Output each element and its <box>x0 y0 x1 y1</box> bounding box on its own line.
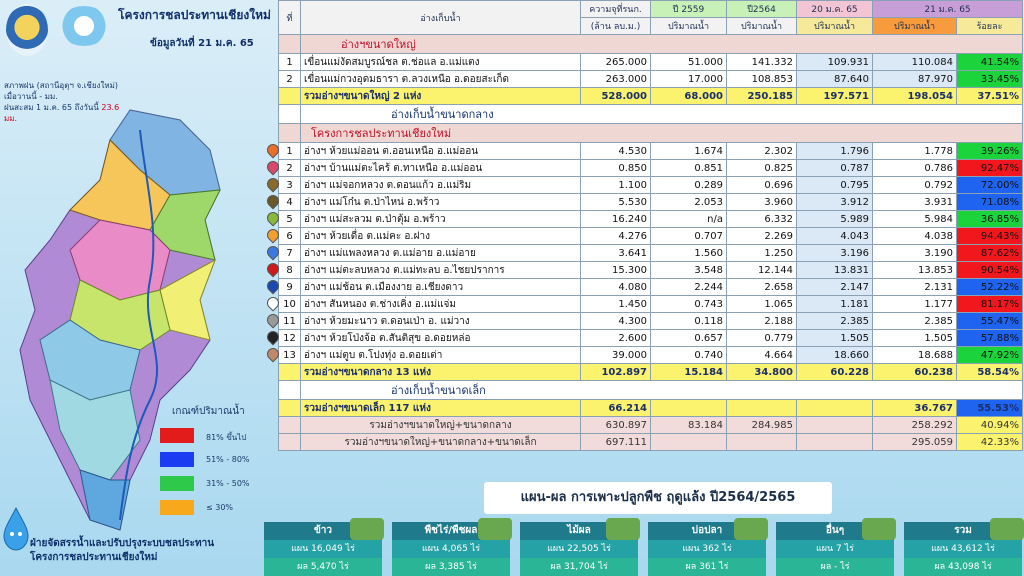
legend-label-1: 81% ขึ้นไป <box>206 433 247 442</box>
vol-date1-value: 4.043 <box>797 228 873 245</box>
reservoir-name: อ่างฯ แม่ช้อน ต.เมืองงาย อ.เชียงดาว <box>301 279 581 296</box>
vol-date1-value: 18.660 <box>797 347 873 364</box>
rid-logo <box>6 4 48 56</box>
reservoir-name: อ่างฯ ห้วยเดื่อ ต.แม่คะ อ.ฝาง <box>301 228 581 245</box>
header <box>0 0 278 60</box>
total-label: รวมอ่างฯขนาดกลาง 13 แห่ง <box>301 364 581 381</box>
vol-2564-value: 3.960 <box>727 194 797 211</box>
vol-date2-value: 13.853 <box>873 262 957 279</box>
vol-date2-value: 3.931 <box>873 194 957 211</box>
total-2559: 15.184 <box>651 364 727 381</box>
left-panel <box>0 0 278 576</box>
anniversary-logo <box>58 6 110 46</box>
crop-result: ผล 43,098 ไร่ <box>904 558 1022 576</box>
vol-date2-value: 110.084 <box>873 54 957 71</box>
vol-date2-value: 1.505 <box>873 330 957 347</box>
grand-total-row <box>279 434 1023 451</box>
grand-total-row <box>279 417 1023 434</box>
capacity-value: 2.600 <box>581 330 651 347</box>
capacity-value: 0.850 <box>581 160 651 177</box>
vol-date2-value: 2.131 <box>873 279 957 296</box>
crop-plan: แผน 362 ไร่ <box>648 540 766 558</box>
reservoir-name: อ่างฯ แม่ตะลบหลวง ต.แม่ทะลบ อ.ไชยปราการ <box>301 262 581 279</box>
grand-total-date2: 295.059 <box>873 434 957 451</box>
capacity-value: 4.276 <box>581 228 651 245</box>
vol-2564-value: 0.825 <box>727 160 797 177</box>
col-header-name: อ่างเก็บน้ำ <box>301 1 581 35</box>
footer-line-1: ฝ่ายจัดสรรน้ำและปรับปรุงระบบชลประทาน <box>30 538 215 549</box>
col-header-vol-date2: ปริมาณน้ำ <box>873 18 957 35</box>
vol-date1-value: 5.989 <box>797 211 873 228</box>
legend-swatch-green <box>160 476 194 491</box>
table-row <box>279 330 1023 347</box>
crop-plan: แผน 22,505 ไร่ <box>520 540 638 558</box>
large-total-row <box>279 88 1023 105</box>
reservoir-name: เขื่อนแม่งัดสมบูรณ์ชล ต.ช่อแล อ.แม่แตง <box>301 54 581 71</box>
reservoir-name: อ่างฯ แม่ตูบ ต.โปงทุ่ง อ.ดอยเต่า <box>301 347 581 364</box>
table-row <box>279 177 1023 194</box>
capacity-value: 3.641 <box>581 245 651 262</box>
percent-value: 72.00% <box>957 177 1023 194</box>
total-percent: 58.54% <box>957 364 1023 381</box>
crop-name: ไม้ผล <box>520 522 638 540</box>
crop-name: รวม <box>904 522 1022 540</box>
crop-picture-icon <box>350 518 384 540</box>
table-row <box>279 54 1023 71</box>
crop-card-3 <box>648 522 766 576</box>
table-row <box>279 296 1023 313</box>
crop-name: พืชไร่/พืชผล <box>392 522 510 540</box>
crop-name: อื่นๆ <box>776 522 894 540</box>
crop-name: ข้าว <box>264 522 382 540</box>
legend-swatch-orange <box>160 500 194 515</box>
vol-2559-value: 1.560 <box>651 245 727 262</box>
vol-date1-value: 3.196 <box>797 245 873 262</box>
percent-value: 90.54% <box>957 262 1023 279</box>
section-medium-project: โครงการชลประทานเชียงใหม่ <box>301 124 1023 143</box>
section-medium: อ่างเก็บน้ำขนาดกลาง <box>301 105 1023 124</box>
crop-picture-icon <box>478 518 512 540</box>
reservoir-name: อ่างฯ บ้านแม่ตะไคร้ ต.ทาเหนือ อ.แม่ออน <box>301 160 581 177</box>
vol-date2-value: 1.778 <box>873 143 957 160</box>
crop-plan: แผน 43,612 ไร่ <box>904 540 1022 558</box>
total-capacity: 102.897 <box>581 364 651 381</box>
row-number: 12 <box>279 330 301 347</box>
vol-date1-value: 0.787 <box>797 160 873 177</box>
grand-total-capacity: 697.111 <box>581 434 651 451</box>
data-date: ข้อมูลวันที่ 21 ม.ค. 65 <box>150 38 254 49</box>
reservoir-name: อ่างฯ ห้วยโป่งจ้อ ต.สันติสุข อ.ดอยหล่อ <box>301 330 581 347</box>
table-row <box>279 313 1023 330</box>
reservoir-name: อ่างฯ แม่แพลงหลวง ต.แม่อาย อ.แม่อาย <box>301 245 581 262</box>
total-2559 <box>651 400 727 417</box>
vol-date2-value: 18.688 <box>873 347 957 364</box>
row-number: 3 <box>279 177 301 194</box>
percent-value: 52.22% <box>957 279 1023 296</box>
vol-date1-value: 3.912 <box>797 194 873 211</box>
vol-2559-value: 17.000 <box>651 71 727 88</box>
table-row <box>279 211 1023 228</box>
crop-plan: แผน 7 ไร่ <box>776 540 894 558</box>
crop-result: ผล - ไร่ <box>776 558 894 576</box>
vol-date2-value: 87.970 <box>873 71 957 88</box>
col-header-capacity: ความจุที่รนก. <box>581 1 651 18</box>
legend-title: เกณฑ์ปริมาณน้ำ <box>172 406 245 417</box>
section-small: อ่างเก็บน้ำขนาดเล็ก <box>301 381 1023 400</box>
percent-value: 81.17% <box>957 296 1023 313</box>
footer-line-2: โครงการชลประทานเชียงใหม่ <box>30 552 158 563</box>
vol-2564-value: 141.332 <box>727 54 797 71</box>
total-label: รวมอ่างฯขนาดเล็ก 117 แห่ง <box>301 400 581 417</box>
rainfall-station: สภาพฝน (สถานีอุตุฯ จ.เชียงใหม่) <box>4 81 119 90</box>
vol-2564-value: 4.664 <box>727 347 797 364</box>
grand-total-2564 <box>727 434 797 451</box>
table-header-row-1 <box>279 1 1023 18</box>
vol-date1-value: 1.796 <box>797 143 873 160</box>
percent-value: 33.45% <box>957 71 1023 88</box>
col-header-no: ที่ <box>279 1 301 35</box>
reservoir-name: อ่างฯ ห้วยมะนาว ต.ดอนเป่า อ. แม่วาง <box>301 313 581 330</box>
crop-picture-icon <box>862 518 896 540</box>
crop-picture-icon <box>606 518 640 540</box>
total-date2: 36.767 <box>873 400 957 417</box>
col-header-vol-2559: ปริมาณน้ำ <box>651 18 727 35</box>
crop-card-4 <box>776 522 894 576</box>
table-row <box>279 279 1023 296</box>
table-row <box>279 194 1023 211</box>
table-row <box>279 143 1023 160</box>
row-number: 8 <box>279 262 301 279</box>
grand-total-percent: 42.33% <box>957 434 1023 451</box>
vol-2559-value: n/a <box>651 211 727 228</box>
vol-2559-value: 0.289 <box>651 177 727 194</box>
reservoir-name: อ่างฯ แม่โก๋น ต.ป่าไหน่ อ.พร้าว <box>301 194 581 211</box>
table-row <box>279 228 1023 245</box>
col-header-percent: ร้อยละ <box>957 18 1023 35</box>
col-header-capacity-unit: (ล้าน ลบ.ม.) <box>581 18 651 35</box>
legend-label-3: 31% - 50% <box>206 479 250 488</box>
percent-value: 41.54% <box>957 54 1023 71</box>
row-number: 4 <box>279 194 301 211</box>
vol-2559-value: 0.118 <box>651 313 727 330</box>
crop-name: บ่อปลา <box>648 522 766 540</box>
vol-2564-value: 12.144 <box>727 262 797 279</box>
col-header-vol-date1: ปริมาณน้ำ <box>797 18 873 35</box>
table-row <box>279 347 1023 364</box>
vol-2564-value: 6.332 <box>727 211 797 228</box>
total-date1: 60.228 <box>797 364 873 381</box>
page-title: โครงการชลประทานเชียงใหม่ <box>118 8 271 22</box>
vol-2559-value: 0.707 <box>651 228 727 245</box>
table-row <box>279 245 1023 262</box>
crop-plan: แผน 4,065 ไร่ <box>392 540 510 558</box>
grand-total-2564: 284.985 <box>727 417 797 434</box>
row-number: 2 <box>279 71 301 88</box>
vol-2559-value: 0.743 <box>651 296 727 313</box>
section-large: อ่างฯขนาดใหญ่ <box>301 35 1023 54</box>
crop-result: ผล 5,470 ไร่ <box>264 558 382 576</box>
reservoir-name: อ่างฯ แม่สะลวม ต.ป่าตุ้ม อ.พร้าว <box>301 211 581 228</box>
total-label: รวมอ่างฯขนาดใหญ่ 2 แห่ง <box>301 88 581 105</box>
vol-2564-value: 2.302 <box>727 143 797 160</box>
legend-swatch-blue <box>160 452 194 467</box>
rainfall-yesterday: เมื่อวานนี้ - มม. <box>4 92 58 101</box>
vol-2559-value: 2.053 <box>651 194 727 211</box>
vol-date1-value: 13.831 <box>797 262 873 279</box>
capacity-value: 39.000 <box>581 347 651 364</box>
row-number: 10 <box>279 296 301 313</box>
crop-card-5 <box>904 522 1022 576</box>
percent-value: 55.47% <box>957 313 1023 330</box>
grand-total-percent: 40.94% <box>957 417 1023 434</box>
vol-2564-value: 108.853 <box>727 71 797 88</box>
capacity-value: 4.080 <box>581 279 651 296</box>
total-date1 <box>797 400 873 417</box>
total-2564: 250.185 <box>727 88 797 105</box>
footer-department <box>30 537 280 565</box>
crop-picture-icon <box>990 518 1024 540</box>
vol-date1-value: 1.505 <box>797 330 873 347</box>
crop-card-2 <box>520 522 638 576</box>
row-number: 2 <box>279 160 301 177</box>
capacity-value: 4.300 <box>581 313 651 330</box>
reservoir-name: อ่างฯ สันหนอง ต.ช่างเคิ่ง อ.แม่แจ่ม <box>301 296 581 313</box>
vol-2559-value: 51.000 <box>651 54 727 71</box>
total-2564 <box>727 400 797 417</box>
row-number: 1 <box>279 143 301 160</box>
reservoir-name: อ่างฯ แม่จอกหลวง ต.ดอนแก้ว อ.แม่ริม <box>301 177 581 194</box>
total-2564: 34.800 <box>727 364 797 381</box>
legend-label-2: 51% - 80% <box>206 455 250 464</box>
grand-total-date2: 258.292 <box>873 417 957 434</box>
rainfall-accumulated: ฝนสะสม 1 ม.ค. 65 ถึงวันนี้ 23.6 มม. <box>4 103 120 123</box>
crop-plan: แผน 16,049 ไร่ <box>264 540 382 558</box>
col-header-vol-2564: ปริมาณน้ำ <box>727 18 797 35</box>
table-row <box>279 160 1023 177</box>
grand-total-2559 <box>651 434 727 451</box>
crop-plan-title: แผน-ผล การเพาะปลูกพืช ฤดูแล้ง ปี2564/2565 <box>484 482 832 514</box>
vol-date1-value: 2.385 <box>797 313 873 330</box>
province-map <box>10 100 270 540</box>
total-capacity: 66.214 <box>581 400 651 417</box>
vol-2559-value: 2.244 <box>651 279 727 296</box>
percent-value: 92.47% <box>957 160 1023 177</box>
grand-total-2559: 83.184 <box>651 417 727 434</box>
vol-2559-value: 0.851 <box>651 160 727 177</box>
grand-total-capacity: 630.897 <box>581 417 651 434</box>
medium-total-row <box>279 364 1023 381</box>
capacity-value: 5.530 <box>581 194 651 211</box>
vol-2564-value: 2.188 <box>727 313 797 330</box>
crop-result: ผล 361 ไร่ <box>648 558 766 576</box>
legend-label-4: ≤ 30% <box>206 503 234 512</box>
vol-2559-value: 3.548 <box>651 262 727 279</box>
vol-2559-value: 0.740 <box>651 347 727 364</box>
col-header-2559: ปี 2559 <box>651 1 727 18</box>
legend-swatch-red <box>160 428 194 443</box>
total-capacity: 528.000 <box>581 88 651 105</box>
grand-total-label: รวมอ่างฯขนาดใหญ่+ขนาดกลาง <box>301 417 581 434</box>
vol-2564-value: 0.779 <box>727 330 797 347</box>
vol-2559-value: 0.657 <box>651 330 727 347</box>
small-total-row <box>279 400 1023 417</box>
vol-2564-value: 2.269 <box>727 228 797 245</box>
capacity-value: 263.000 <box>581 71 651 88</box>
vol-date1-value: 2.147 <box>797 279 873 296</box>
reservoir-name: เขื่อนแม่กวงอุดมธารา ต.ลวงเหนือ อ.ดอยสะเก็ด <box>301 71 581 88</box>
capacity-value: 15.300 <box>581 262 651 279</box>
vol-date1-value: 0.795 <box>797 177 873 194</box>
vol-date2-value: 2.385 <box>873 313 957 330</box>
table-row <box>279 71 1023 88</box>
capacity-value: 1.100 <box>581 177 651 194</box>
grand-total-label: รวมอ่างฯขนาดใหญ่+ขนาดกลาง+ขนาดเล็ก <box>301 434 581 451</box>
row-number: 5 <box>279 211 301 228</box>
crop-result: ผล 31,704 ไร่ <box>520 558 638 576</box>
total-date1: 197.571 <box>797 88 873 105</box>
col-header-date2: 21 ม.ค. 65 <box>873 1 1023 18</box>
row-number: 13 <box>279 347 301 364</box>
vol-date2-value: 3.190 <box>873 245 957 262</box>
vol-date2-value: 1.177 <box>873 296 957 313</box>
percent-value: 39.26% <box>957 143 1023 160</box>
total-percent: 37.51% <box>957 88 1023 105</box>
crop-result: ผล 3,385 ไร่ <box>392 558 510 576</box>
percent-value: 94.43% <box>957 228 1023 245</box>
table-row <box>279 262 1023 279</box>
capacity-value: 16.240 <box>581 211 651 228</box>
percent-value: 71.08% <box>957 194 1023 211</box>
water-drop-mascot-icon <box>2 506 30 552</box>
percent-value: 47.92% <box>957 347 1023 364</box>
vol-date2-value: 0.786 <box>873 160 957 177</box>
row-number: 6 <box>279 228 301 245</box>
reservoir-table <box>278 0 1023 451</box>
vol-date1-value: 87.640 <box>797 71 873 88</box>
capacity-value: 265.000 <box>581 54 651 71</box>
percent-value: 57.88% <box>957 330 1023 347</box>
vol-date2-value: 4.038 <box>873 228 957 245</box>
vol-date2-value: 0.792 <box>873 177 957 194</box>
col-header-date1: 20 ม.ค. 65 <box>797 1 873 18</box>
vol-2564-value: 1.250 <box>727 245 797 262</box>
crop-picture-icon <box>734 518 768 540</box>
capacity-value: 4.530 <box>581 143 651 160</box>
vol-date2-value: 5.984 <box>873 211 957 228</box>
crop-card-1 <box>392 522 510 576</box>
vol-2564-value: 0.696 <box>727 177 797 194</box>
vol-2564-value: 1.065 <box>727 296 797 313</box>
vol-date1-value: 109.931 <box>797 54 873 71</box>
crop-card-0 <box>264 522 382 576</box>
vol-2559-value: 1.674 <box>651 143 727 160</box>
percent-value: 87.62% <box>957 245 1023 262</box>
total-date2: 60.238 <box>873 364 957 381</box>
capacity-value: 1.450 <box>581 296 651 313</box>
total-percent: 55.53% <box>957 400 1023 417</box>
total-2559: 68.000 <box>651 88 727 105</box>
row-number: 11 <box>279 313 301 330</box>
vol-date1-value: 1.181 <box>797 296 873 313</box>
col-header-2564: ปี2564 <box>727 1 797 18</box>
row-number: 1 <box>279 54 301 71</box>
row-number: 9 <box>279 279 301 296</box>
total-date2: 198.054 <box>873 88 957 105</box>
percent-value: 36.85% <box>957 211 1023 228</box>
reservoir-name: อ่างฯ ห้วยแม่ออน ต.ออนเหนือ อ.แม่ออน <box>301 143 581 160</box>
vol-2564-value: 2.658 <box>727 279 797 296</box>
row-number: 7 <box>279 245 301 262</box>
